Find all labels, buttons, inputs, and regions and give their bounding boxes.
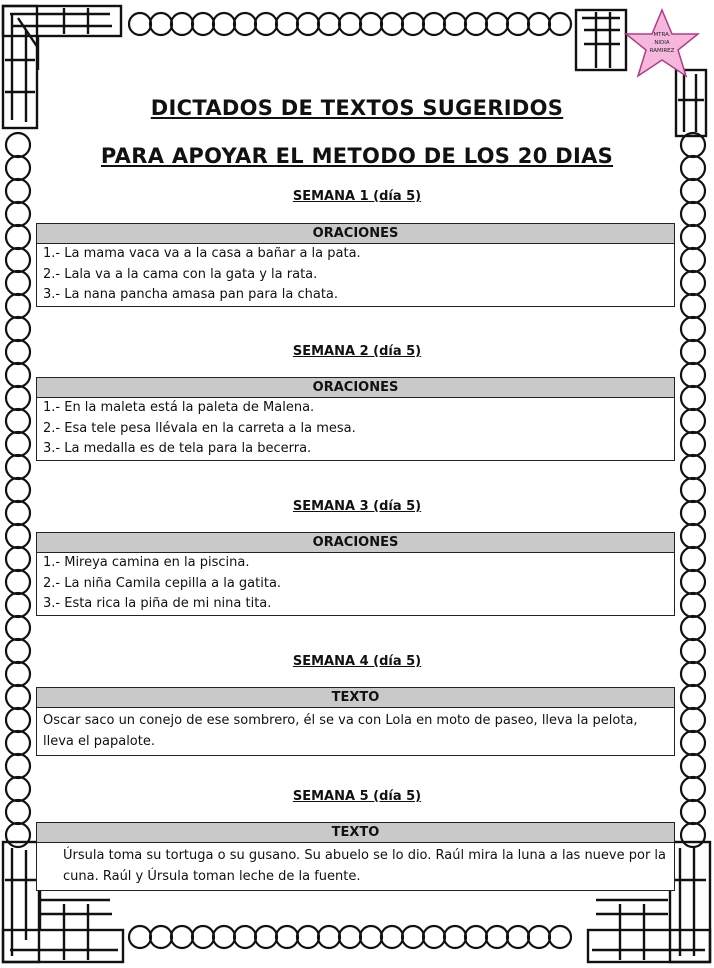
border-ring [6,294,30,318]
sentence-1: 1.- La mama vaca va a la casa a bañar a la pata. [43,246,361,261]
sentence-2: 2.- Esa tele pesa llévala en la carreta a la mesa. [43,420,356,436]
section-header: ORACIONES [37,378,674,398]
border-ring [681,708,705,732]
border-ring [402,926,424,948]
border-ring [6,248,30,272]
border-ring [423,926,445,948]
star-stamp [626,10,698,76]
border-ring [192,926,214,948]
border-ring [681,294,705,318]
border-ring [234,926,256,948]
border-ring [360,13,382,35]
border-ring [6,823,30,847]
border-ring [6,754,30,778]
border-ring [6,271,30,295]
week-3-heading: SEMANA 3 (día 5) [292,499,422,514]
week-4-box [36,687,675,756]
sentence-3: 3.- Esta rica la piña de mi nina tita. [43,596,272,611]
border-ring [681,731,705,755]
week-3-box [36,532,675,616]
section-header: ORACIONES [37,224,674,244]
sentence-3: 3.- La medalla es de tela para la becerra. [43,441,312,456]
border-ring [6,386,30,410]
border-ring [549,926,571,948]
dictation-text: Úrsula toma su tortuga o su gusano. Su abuelo se lo dio. Raúl mira la luna a las nueve por la cuna. Raúl y Úrsula toman leche de la fuente. [63,848,667,884]
border-ring [402,13,424,35]
sentence-3: 3.- La nana pancha amasa pan para la chata. [43,287,339,302]
sentence-1: 1.- En la maleta está la paleta de Malena. [43,400,315,415]
border-ring [6,202,30,226]
border-ring [318,13,340,35]
border-ring [297,13,319,35]
stamp-line-3: RAMIREZ [649,48,675,54]
border-ring [681,317,705,341]
border-ring [528,926,550,948]
border-ring [681,547,705,571]
border-ring [681,271,705,295]
border-ring [6,570,30,594]
week-1-heading: SEMANA 1 (día 5) [292,189,422,204]
sentence-2: 2.- La niña Camila cepilla a la gatita. [43,575,282,591]
border-ring [681,823,705,847]
border-ring [681,363,705,387]
sentence-1: 1.- Mireya camina en la piscina. [43,555,250,570]
border-ring [507,926,529,948]
border-ring [381,926,403,948]
border-ring [681,409,705,433]
border-ring [171,926,193,948]
border-ring [486,926,508,948]
border-ring [192,13,214,35]
week-2-heading: SEMANA 2 (día 5) [292,344,422,359]
border-ring [339,926,361,948]
border-ring [6,593,30,617]
border-ring [255,13,277,35]
week-2-box [36,377,675,461]
border-ring [276,13,298,35]
section-header: ORACIONES [37,533,674,553]
border-ring [681,202,705,226]
section-header: TEXTO [37,688,674,708]
border-ring [549,13,571,35]
border-ring [213,13,235,35]
border-ring [681,616,705,640]
border-ring [681,386,705,410]
border-ring [6,225,30,249]
section-header: TEXTO [37,823,674,843]
week-5-heading: SEMANA 5 (día 5) [292,789,422,804]
border-ring [6,363,30,387]
page-title: DICTADOS DE TEXTOS SUGERIDOS [150,96,564,120]
border-ring [486,13,508,35]
border-ring [681,570,705,594]
border-ring [507,13,529,35]
week-5-box [36,822,675,891]
border-ring [681,593,705,617]
border-ring [6,455,30,479]
border-ring [681,524,705,548]
border-ring [297,926,319,948]
border-ring [150,13,172,35]
border-ring [255,926,277,948]
border-ring [444,926,466,948]
dictation-text: Oscar saco un conejo de ese sombrero, él se va con Lola en moto de paseo, lleva la pelota, lleva el papalote. [43,713,638,749]
border-ring [681,455,705,479]
border-ring [339,13,361,35]
week-1-box [36,223,675,307]
border-ring [360,926,382,948]
border-ring [681,685,705,709]
border-ring [6,547,30,571]
week-4-heading: SEMANA 4 (día 5) [292,654,422,669]
border-ring [234,13,256,35]
border-ring [444,13,466,35]
border-ring [6,524,30,548]
border-ring [6,432,30,456]
border-ring [681,754,705,778]
border-ring [171,13,193,35]
border-ring [381,13,403,35]
border-ring [528,13,550,35]
border-ring [150,926,172,948]
border-ring [276,926,298,948]
border-ring [318,926,340,948]
border-ring [681,225,705,249]
border-ring [681,248,705,272]
page-subtitle: PARA APOYAR EL METODO DE LOS 20 DIAS [100,144,614,168]
border-ring [465,926,487,948]
stamp-line-2: NIDIA [654,40,670,46]
border-ring [681,432,705,456]
border-ring [213,926,235,948]
border-ring [6,731,30,755]
border-ring [6,409,30,433]
border-ring [465,13,487,35]
sentence-2: 2.- Lala va a la cama con la gata y la rata. [43,266,318,282]
border-ring [129,13,151,35]
border-ring [6,708,30,732]
border-ring [6,317,30,341]
border-ring [423,13,445,35]
border-ring [6,616,30,640]
border-ring [6,685,30,709]
border-ring [129,926,151,948]
stamp-line-1: MTRA. [653,32,671,38]
